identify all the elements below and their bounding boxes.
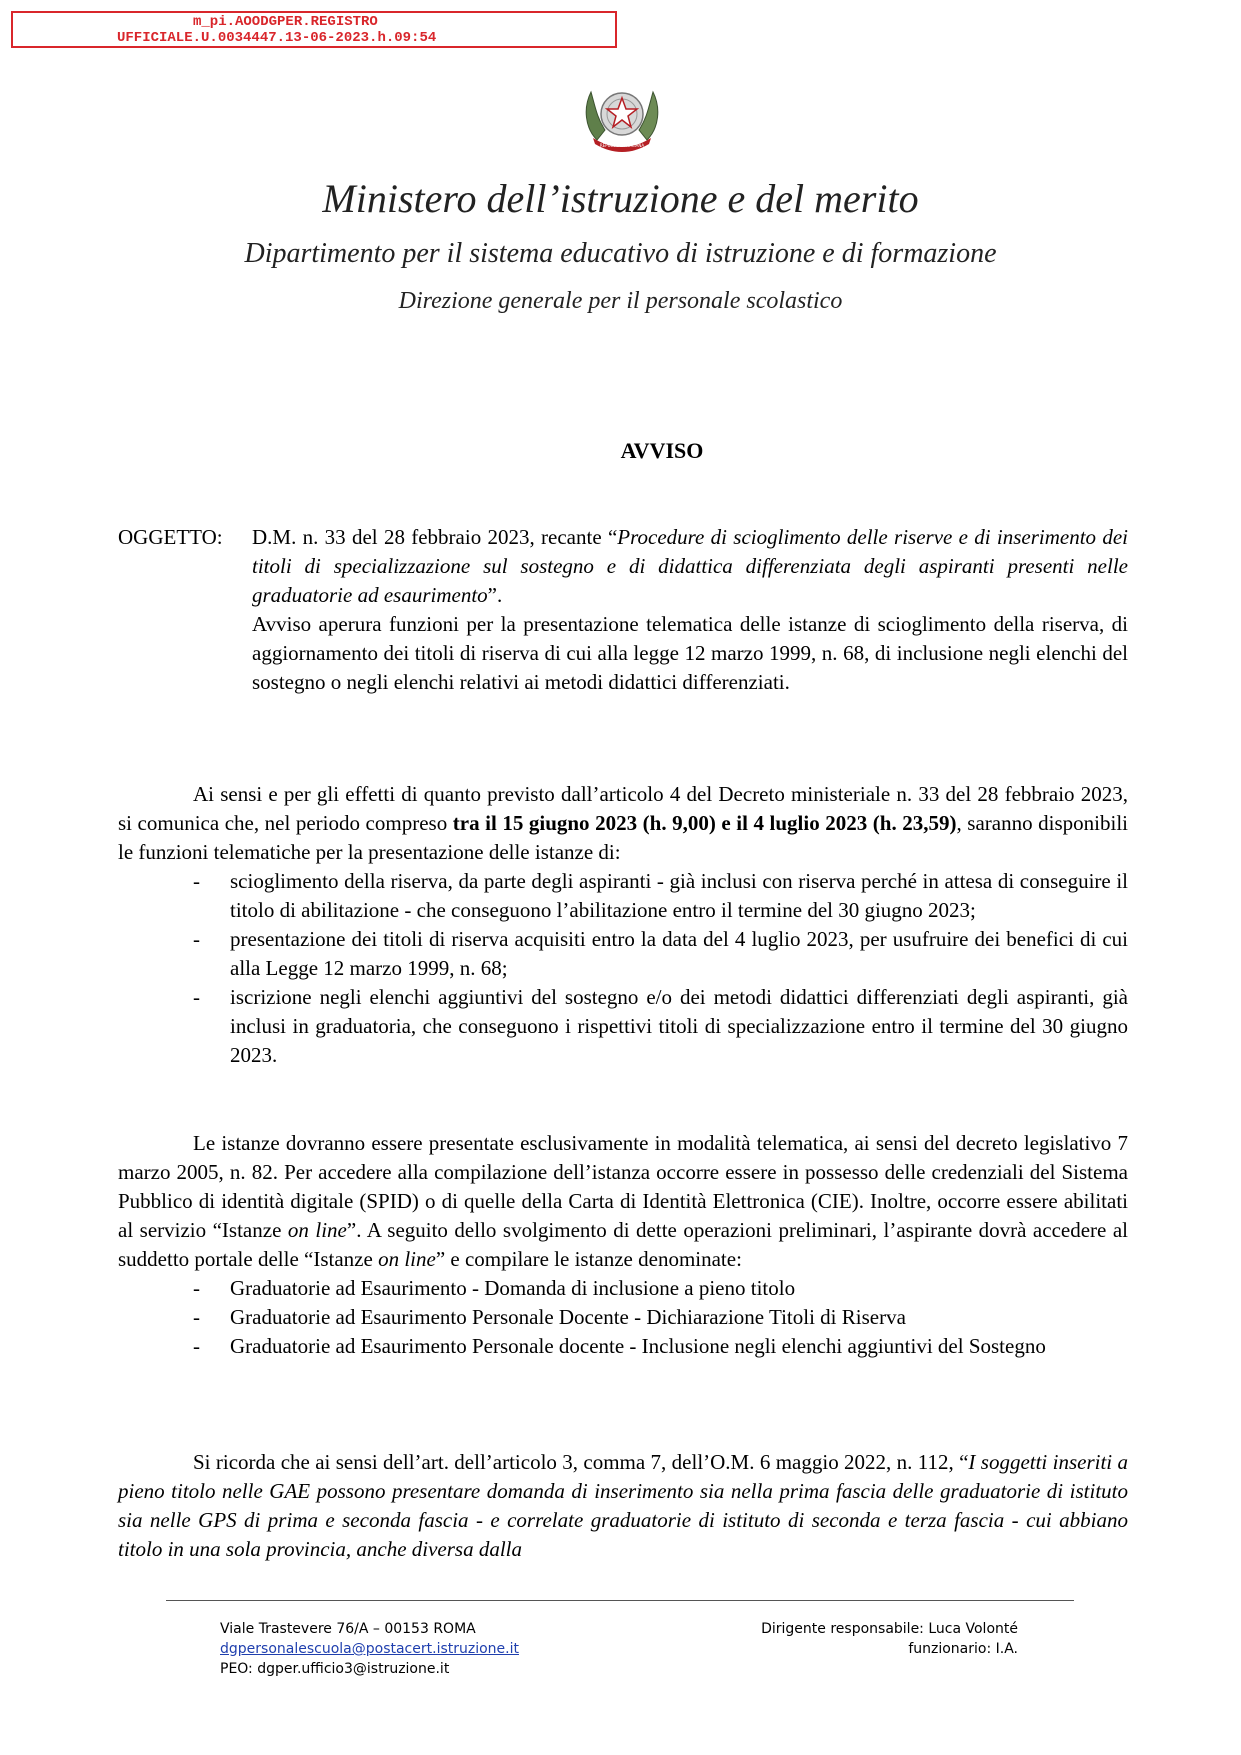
directorate-name: Direzione generale per il personale scolastico (398, 288, 843, 314)
list-item (118, 983, 1128, 1070)
p3-text-a: Si ricorda che ai sensi dell’art. dell’articolo 3, comma 7, dell’O.M. 6 maggio 2022, n. 112, “ (193, 1450, 969, 1474)
footer-responsible (742, 1619, 1018, 1659)
p2-online-b: on line (378, 1247, 436, 1271)
subject-block (118, 523, 1128, 697)
dash-bullet: - (193, 1276, 200, 1300)
list-item (118, 1332, 1128, 1361)
dash-bullet: - (193, 869, 200, 893)
ministry-name: Ministero dell’istruzione e del merito (322, 176, 919, 221)
subject-text (252, 523, 1128, 697)
footer-manager: Dirigente responsabile: Luca Volonté (761, 1621, 1018, 1637)
list-item (118, 1303, 1128, 1332)
subject-notice: Avviso aperura funzioni per la presentazione telematica delle istanze di scioglimento della riserva, di aggiornamento dei titoli di riserva di cui alla legge 12 marzo 1999, n. 68, di inclusione negli elenchi del sostegno o negli elenchi relativi ai metodi didattici differenziati. (252, 612, 1128, 694)
p2-text-b: ”. A seguito dello svolgimento di dette operazioni preliminari, l’aspirante dovrà accedere al suddetto portale delle “Istanze (118, 1218, 1128, 1271)
emblem-banner-text: REPUBBLICA ITALIANA (599, 143, 645, 148)
list-item (118, 867, 1128, 925)
italian-republic-emblem-icon (581, 78, 663, 158)
protocol-stamp-line2: UFFICIALE.U.0034447.13-06-2023.h.09:54 (117, 30, 437, 46)
list-item (118, 925, 1128, 983)
list-item-text: scioglimento della riserva, da parte degli aspiranti - già inclusi con riserva perché in attesa di conseguire il titolo di abilitazione - che conseguono l’abilitazione entro il termine del 30 giugno 2023; (230, 869, 1128, 922)
paragraph-3 (118, 1448, 1128, 1564)
paragraph-2-list (118, 1274, 1128, 1361)
p1-period: tra il 15 giugno 2023 (h. 9,00) e il 4 luglio 2023 (h. 23,59) (452, 811, 957, 835)
paragraph-2-text (118, 1129, 1128, 1274)
p1-text-b: , saranno disponibili le funzioni telematiche per la presentazione delle istanze di: (118, 811, 1128, 864)
paragraph-1-list (118, 867, 1128, 1070)
paragraph-2 (118, 1129, 1128, 1361)
paragraph-1-text (118, 780, 1128, 867)
footer-divider (166, 1600, 1074, 1601)
list-item-text: presentazione dei titoli di riserva acquisiti entro la data del 4 luglio 2023, per usufruire dei benefici di cui alla Legge 12 marzo 1999, n. 68; (230, 927, 1128, 980)
dash-bullet: - (193, 1305, 200, 1329)
footer-address: Viale Trastevere 76/A – 00153 ROMA (220, 1621, 476, 1637)
subject-intro: D.M. n. 33 del 28 febbraio 2023, recante “ (252, 525, 618, 549)
department-name: Dipartimento per il sistema educativo di istruzione e di formazione (244, 238, 997, 269)
list-item (118, 1274, 1128, 1303)
p2-text-a: Le istanze dovranno essere presentate esclusivamente in modalità telematica, ai sensi del decreto legislativo 7 marzo 2005, n. 82. Per accedere alla compilazione dell’istanza occorre essere in possesso delle credenziali del Sistema Pubblico di identità digitale (SPID) o di quelle della Carta di Identità Elettronica (CIE). Inoltre, occorre essere abilitati al servizio “Istanze (118, 1131, 1128, 1242)
p2-online-a: on line (287, 1218, 347, 1242)
p3-quote: I soggetti inseriti a pieno titolo nelle GAE possono presentare domanda di inserimento sia nella prima fascia delle graduatorie di istituto sia nelle GPS di prima e seconda fascia - e correlate graduatorie di istituto di seconda e terza fascia - cui abbiano titolo in una sola provincia, anche diversa dalla (118, 1450, 1128, 1561)
subject-closing: ”. (487, 583, 503, 607)
subject-label: OGGETTO: (118, 525, 223, 549)
notice-title: AVVISO (620, 438, 704, 463)
dash-bullet: - (193, 927, 200, 951)
protocol-stamp (11, 11, 617, 48)
p1-text-a: Ai sensi e per gli effetti di quanto previsto dall’articolo 4 del Decreto ministeriale n. 33 del 28 febbraio 2023, si comunica che, nel periodo compreso (118, 782, 1128, 835)
dash-bullet: - (193, 1334, 200, 1358)
protocol-stamp-line1: m_pi.AOODGPER.REGISTRO (193, 14, 378, 30)
dash-bullet: - (193, 985, 200, 1009)
footer-contacts (220, 1619, 519, 1679)
footer-officer: funzionario: I.A. (908, 1641, 1018, 1657)
list-item-text: Graduatorie ad Esaurimento Personale docente - Inclusione negli elenchi aggiuntivi del Sostegno (230, 1334, 1046, 1358)
footer-pec-link[interactable]: dgpersonalescuola@postacert.istruzione.it (220, 1641, 519, 1657)
list-item-text: Graduatorie ad Esaurimento Personale Docente - Dichiarazione Titoli di Riserva (230, 1305, 906, 1329)
p2-text-c: ” e compilare le istanze denominate: (435, 1247, 742, 1271)
subject-decree-title: Procedure di scioglimento delle riserve e di inserimento dei titoli di specializzazione sul sostegno e di didattica differenziata degli aspiranti presenti nelle graduatorie ad esaurimento (252, 525, 1128, 607)
paragraph-3-text (118, 1448, 1128, 1564)
footer-peo: PEO: dgper.ufficio3@istruzione.it (220, 1661, 450, 1677)
list-item-text: iscrizione negli elenchi aggiuntivi del sostegno e/o dei metodi didattici differenziati degli aspiranti, già inclusi in graduatoria, che conseguono i rispettivi titoli di specializzazione entro il termine del 30 giugno 2023. (230, 985, 1128, 1067)
list-item-text: Graduatorie ad Esaurimento - Domanda di inclusione a pieno titolo (230, 1276, 796, 1300)
paragraph-1 (118, 780, 1128, 1070)
